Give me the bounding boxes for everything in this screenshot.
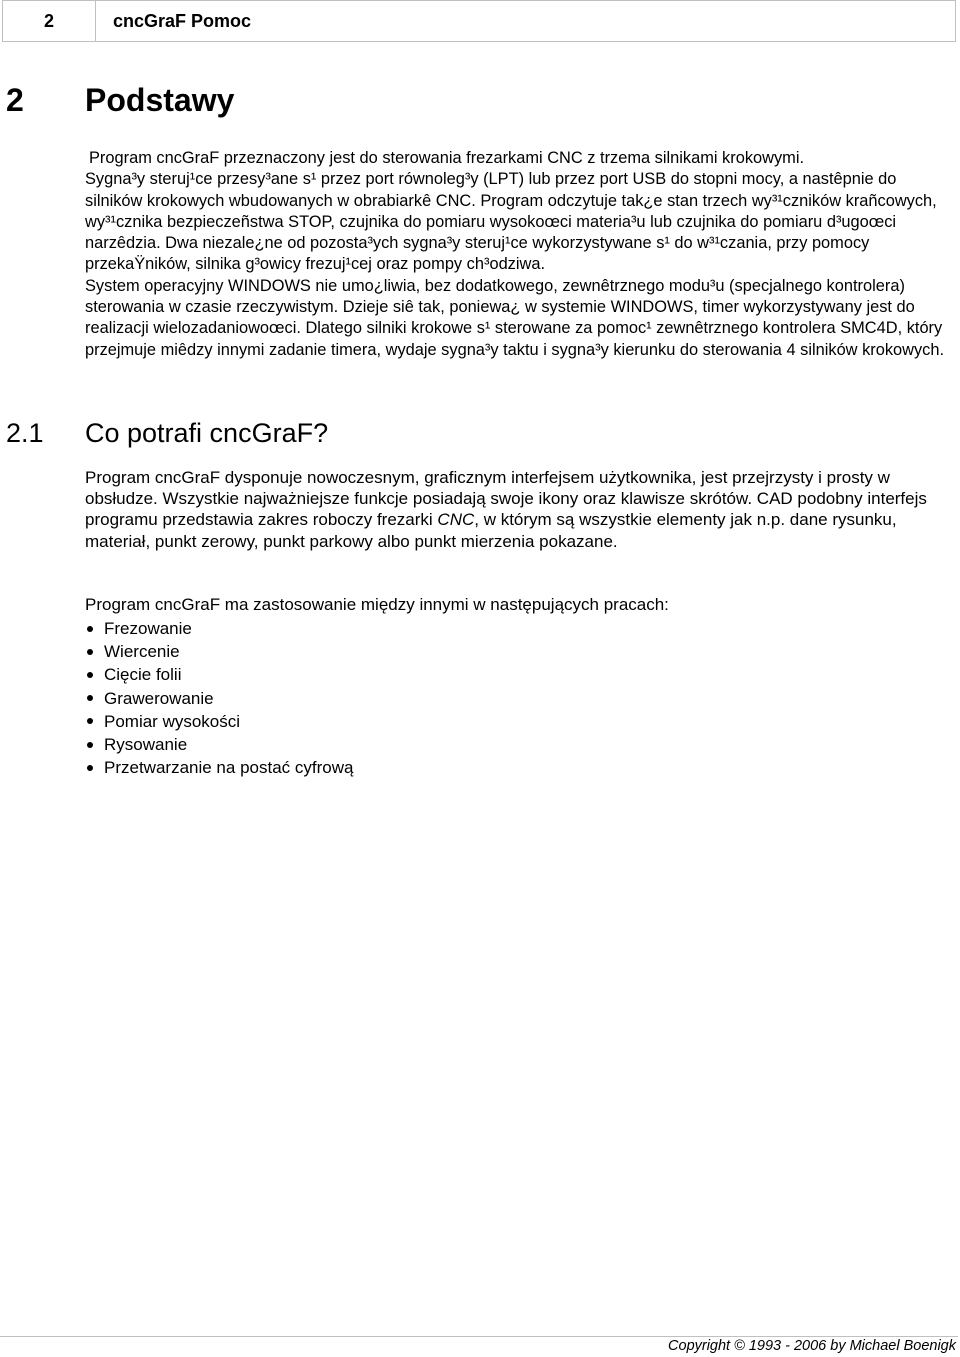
- section-title: Podstawy: [85, 82, 235, 118]
- applications-intro: Program cncGraF ma zastosowanie między innymi w następujących pracach:: [85, 595, 669, 614]
- bullet-icon: [87, 718, 93, 724]
- header-title: cncGraF Pomoc: [113, 10, 252, 31]
- subsection-heading-co-potrafi: [6, 418, 328, 449]
- list-item-label: Pomiar wysokości: [104, 711, 241, 731]
- header-page-number: 2: [3, 1, 96, 41]
- bullet-icon: [87, 765, 93, 771]
- features-text-cnc: CNC: [437, 510, 475, 530]
- list-item: [85, 756, 353, 779]
- features-text-b: , w którym są wszystkie elementy jak n.p. dane rysunku, materiał, punkt zerowy, punkt parkowy albo punkt mierzenia pokazane.: [85, 510, 897, 551]
- list-item-label: Cięcie folii: [104, 665, 182, 685]
- windows-paragraph: System operacyjny WINDOWS nie umo¿liwia, bez dodatkowego, zewnêtrznego modu³u (specjalnego kontrolera) sterowania w czasie rzeczywistym. Dzieje siê tak, poniewa¿ w systemie WINDOWS, timer wykorzystywany jest do realizacji wielozadaniowoœci. Dlatego silniki krokowe s¹ sterowane za pomoc¹ zewnêtrznego kontrolera SMC4D, który przejmuje miêdzy innymi zadanie timera, wydaje sygna³y taktu i sygna³y kierunku do sterowania 4 silników krokowych.: [85, 276, 945, 359]
- applications-list: [85, 617, 353, 779]
- list-item-label: Frezowanie: [104, 619, 192, 638]
- list-item-label: Wiercenie: [104, 642, 180, 662]
- section-number: 2: [6, 82, 24, 118]
- intro-paragraph: [85, 148, 955, 361]
- bullet-icon: [87, 695, 93, 701]
- subsection-title: Co potrafi cncGraF?: [85, 418, 329, 448]
- bullet-icon: [87, 672, 93, 678]
- bullet-icon: [87, 626, 93, 632]
- features-paragraph: [85, 467, 955, 552]
- list-item: [85, 733, 353, 756]
- intro-rest: Sygna³y steruj¹ce przesy³ane s¹ przez port równoleg³y (LPT) lub przez port USB do stopni mocy, a nastêpnie do silników krokowych wbudowanych w obrabiarkê CNC. Program odczytuje tak¿e stan trzech wy³¹czników krañcowych, wy³¹cznika bezpieczeñstwa STOP, czujnika do pomiaru wysokoœci materia³u lub czujnika do pomiaru d³ugoœci narzêdzia. Dwa niezale¿ne od pozosta³ych sygna³y steruj¹ce wykorzystywane s¹ do w³¹czania, przy pomocy przekaŸników, silnika g³owicy frezuj¹cej oraz pompy ch³odziwa.: [85, 170, 937, 274]
- list-item: [85, 640, 353, 663]
- list-item-label: Rysowanie: [104, 734, 188, 754]
- copyright-footer: Copyright © 1993 - 2006 by Michael Boenigk: [668, 1338, 956, 1354]
- page-header: [2, 0, 956, 42]
- list-item: [85, 617, 353, 640]
- section-heading-podstawy: [6, 82, 234, 119]
- bullet-icon: [87, 649, 93, 655]
- list-item: [85, 687, 353, 710]
- list-item: [85, 663, 353, 686]
- list-item: [85, 710, 353, 733]
- footer-divider: [0, 1336, 958, 1337]
- features-text-a: Program cncGraF dysponuje nowoczesnym, graficznym interfejsem użytkownika, jest przejrzysty i prosty w obsłudze. Wszystkie najważniejsze funkcje posiadają swoje ikony oraz klawisze skrótów. CAD podobny interfejs programu przedstawia zakres roboczy frezarki: [85, 468, 927, 530]
- bullet-icon: [87, 742, 93, 748]
- subsection-number: 2.1: [6, 418, 44, 448]
- list-item-label: Grawerowanie: [104, 688, 214, 708]
- list-item-label: Przetwarzanie na postać cyfrową: [104, 758, 354, 778]
- intro-first-line: Program cncGraF przeznaczony jest do sterowania frezarkami CNC z trzema silnikami krokowymi.: [89, 149, 805, 167]
